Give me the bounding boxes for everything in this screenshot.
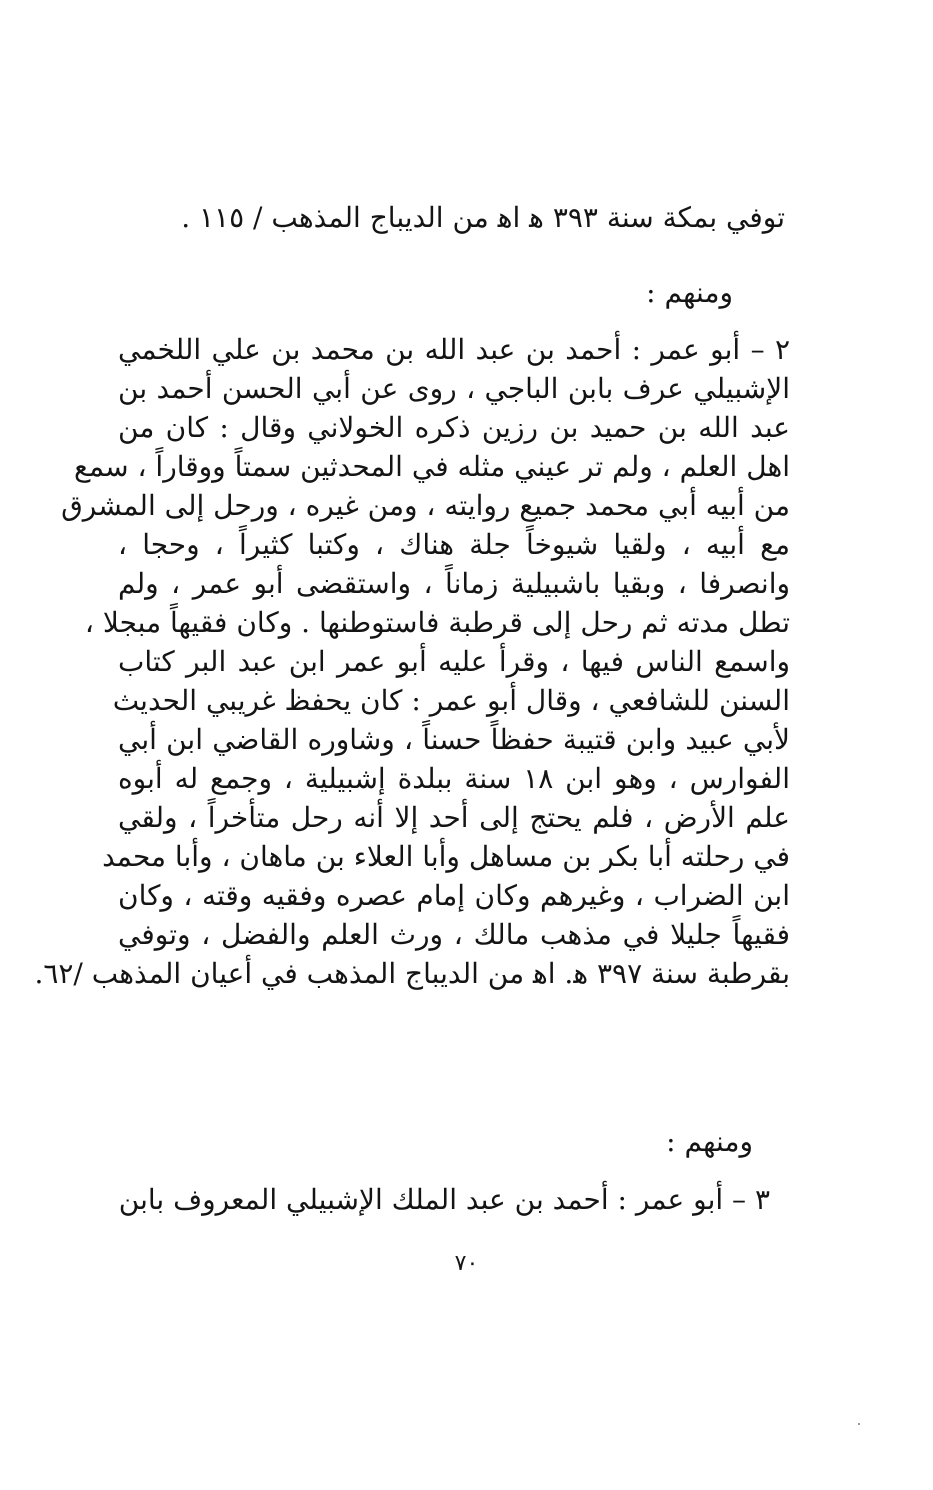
section-heading-1 (646, 273, 733, 312)
entry-3-line: ٣ – أبو عمر : أحمد بن عبد الملك الإشبيلي المعروف بابن (118, 1183, 770, 1216)
entry-2-line: ابن الضراب ، وغيرهم وكان إمام عصره وفقيه وقته ، وكان (118, 879, 790, 912)
scan-speck (858, 1423, 860, 1425)
entry-2-line: عبد الله بن حميد بن رزين ذكره الخولاني وقال : كان من (118, 411, 790, 444)
entry-2-line: تطل مدته ثم رحل إلى قرطبة فاستوطنها . وكان فقيهاً مبجلا ، (84, 606, 790, 639)
section-heading-1-text: ومنهم : (646, 276, 733, 309)
entry-2-line: الفوارس ، وهو ابن ١٨ سنة ببلدة إشبيلية ، وجمع له أبوه (118, 762, 790, 795)
entry-2-line: علم الأرض ، فلم يحتج إلى أحد إلا أنه رحل متأخراً ، ولقي (118, 801, 790, 834)
entry-2-line: فقيهاً جليلا في مذهب مالك ، ورث العلم والفضل ، وتوفي (118, 918, 790, 951)
entry-2-line: مع أبيه ، ولقيا شيوخاً جلة هناك ، وكتبا كثيراً ، وحجا ، (118, 528, 790, 561)
section-heading-2 (666, 1122, 753, 1161)
entry-3-paragraph (120, 1180, 770, 1219)
entry-2-line: واسمع الناس فيها ، وقرأ عليه أبو عمر ابن عبد البر كتاب (118, 645, 790, 678)
continuation-text: توفي بمكة سنة ٣٩٣ ﻫ اﻫ من الديباج المذهب / ١١٥ . (181, 201, 785, 234)
entry-2-line: اهل العلم ، ولم تر عيني مثله في المحدثين سمتاً ووقاراً ، سمع (74, 450, 790, 483)
section-heading-2-text: ومنهم : (666, 1125, 753, 1158)
entry-2-line: ٢ – أبو عمر : أحمد بن عبد الله بن محمد بن علي اللخمي (118, 333, 790, 366)
entry-2-line: في رحلته أبا بكر بن مساهل وأبا العلاء بن ماهان ، وأبا محمد (102, 840, 790, 873)
entry-2-line: السنن للشافعي ، وقال أبو عمر : كان يحفظ غريبي الحديث (112, 684, 790, 717)
entry-2-line: وانصرفا ، وبقيا باشبيلية زماناً ، واستقضى أبو عمر ، ولم (118, 567, 790, 600)
page-number: ٧٠ (454, 1251, 479, 1276)
entry-2-line: من أبيه أبي محمد جميع روايته ، ومن غيره ، ورحل إلى المشرق (61, 489, 790, 522)
entry-2-line: بقرطبة سنة ٣٩٧ ﻫ. اﻫ من الديباج المذهب في أعيان المذهب /٦٢. (34, 957, 790, 990)
entry-2-paragraph (34, 330, 790, 993)
entry-2-line: الإشبيلي عرف بابن الباجي ، روى عن أبي الحسن أحمد بن (118, 372, 790, 405)
continuation-line (181, 198, 785, 237)
entry-2-line: لأبي عبيد وابن قتيبة حفظاً حسناً ، وشاوره القاضي ابن أبي (118, 723, 790, 756)
